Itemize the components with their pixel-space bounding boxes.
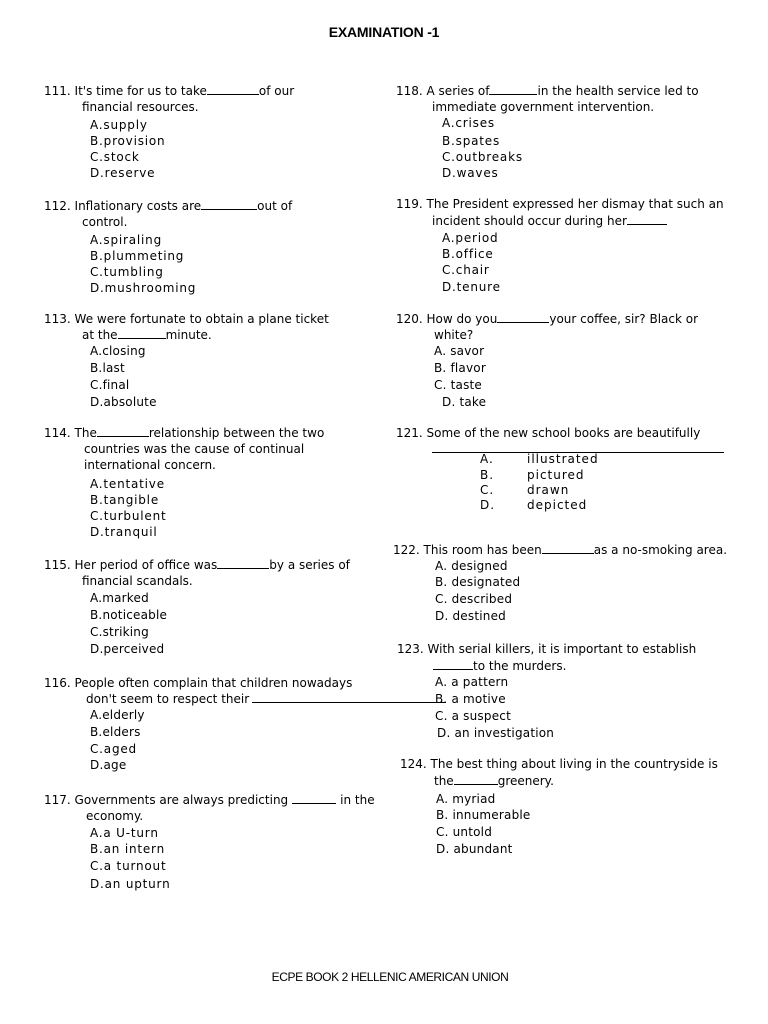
question-122	[393, 542, 727, 624]
stem-text: relationship between the two	[148, 426, 325, 440]
answer-blank	[454, 773, 498, 785]
question-117	[44, 792, 375, 892]
stem-text: 123. With serial killers, it is important to establish	[397, 642, 697, 656]
answer-blank	[627, 213, 667, 225]
option-d: D. abundant	[436, 842, 513, 856]
question-stem	[44, 425, 324, 441]
option-letter-b: B.	[480, 468, 495, 482]
stem-text: 120. How do you	[396, 312, 498, 326]
option-a: A. a pattern	[435, 675, 509, 689]
question-stem	[44, 557, 350, 573]
stem-text: countries was the cause of continual	[84, 442, 305, 456]
stem-text: immediate government intervention.	[432, 100, 655, 114]
option-d: D.absolute	[90, 395, 157, 409]
stem-text: greenery.	[497, 774, 554, 788]
option-d: D.perceived	[90, 642, 165, 656]
stem-text: the	[434, 774, 454, 788]
option-a: A.a U-turn	[90, 826, 159, 840]
option-d: D. destined	[435, 609, 506, 623]
option-c: C.turbulent	[90, 509, 167, 523]
option-a: A.crises	[442, 116, 495, 130]
stem-text: of our	[258, 84, 295, 98]
option-a: A. designed	[435, 559, 508, 573]
stem-text: 117. Governments are always predicting	[44, 793, 289, 807]
option-c: C.aged	[90, 742, 137, 756]
answer-blank	[542, 542, 594, 554]
option-a: A.supply	[90, 118, 148, 132]
answer-blank	[217, 557, 269, 569]
option-a: A.elderly	[90, 708, 145, 722]
answer-blank	[292, 792, 336, 804]
stem-text: at the	[82, 328, 118, 342]
stem-text: as a no-smoking area.	[593, 543, 728, 557]
stem-text: 115. Her period of office was	[44, 558, 218, 572]
question-112	[44, 198, 292, 296]
option-b: B. innumerable	[436, 808, 531, 822]
question-stem	[400, 773, 718, 789]
stem-text: in the health service led to	[537, 84, 699, 98]
answer-blank	[201, 198, 257, 210]
option-c: C. described	[435, 592, 513, 606]
option-b: B.tangible	[90, 493, 159, 507]
option-letter-d: D.	[480, 498, 496, 512]
question-114	[44, 425, 324, 540]
question-stem	[396, 311, 698, 327]
question-stem	[397, 658, 696, 674]
option-d: D.an upturn	[90, 877, 171, 891]
option-a: A.closing	[90, 344, 146, 358]
stem-text: 113. We were fortunate to obtain a plane ticket	[44, 312, 329, 326]
option-a: A.tentative	[90, 477, 165, 491]
stem-text: out of	[257, 199, 293, 213]
stem-text: 124. The best thing about living in the countryside is	[400, 757, 718, 771]
question-115	[44, 557, 350, 657]
stem-text: by a series of	[269, 558, 350, 572]
option-b: pictured	[527, 468, 585, 482]
option-c: C. a suspect	[435, 709, 511, 723]
option-c: C.stock	[90, 150, 140, 164]
stem-text: 114. The	[44, 426, 97, 440]
question-stem	[44, 83, 294, 99]
question-118	[396, 83, 699, 181]
stem-text: white?	[434, 328, 474, 342]
stem-text: financial scandals.	[82, 574, 193, 588]
option-b: B.last	[90, 361, 125, 375]
option-b: B.office	[442, 247, 494, 261]
option-c: C. taste	[434, 378, 483, 392]
option-d: D.tranquil	[90, 525, 158, 539]
stem-text: economy.	[86, 809, 144, 823]
option-letter-a: A.	[480, 452, 494, 466]
option-c: C.a turnout	[90, 859, 167, 873]
stem-text: 111. It's time for us to take	[44, 84, 207, 98]
question-123	[397, 641, 696, 741]
answer-blank	[489, 83, 537, 95]
question-119	[396, 196, 724, 295]
stem-text: incident should occur during her	[432, 214, 627, 228]
answer-blank	[118, 327, 166, 339]
stem-text: 118. A series of	[396, 84, 490, 98]
question-stem	[393, 542, 727, 558]
option-b: B.plummeting	[90, 249, 185, 263]
answer-blank	[97, 425, 149, 437]
option-c: C.outbreaks	[442, 150, 523, 164]
stem-text: to the murders.	[473, 659, 567, 673]
question-stem	[44, 198, 292, 214]
stem-text: financial resources.	[82, 100, 199, 114]
option-c: C.final	[90, 378, 130, 392]
option-a: A. myriad	[436, 792, 496, 806]
option-b: B. a motive	[435, 692, 506, 706]
question-stem	[44, 691, 446, 707]
page-title: EXAMINATION -1	[328, 24, 440, 40]
question-113	[44, 311, 329, 410]
question-stem	[396, 213, 724, 229]
stem-text: 119. The President expressed her dismay that such an	[396, 197, 724, 211]
option-b: B.noticeable	[90, 608, 168, 622]
option-c: C.chair	[442, 263, 490, 277]
option-d: D. take	[442, 395, 487, 409]
option-d: D.reserve	[90, 166, 156, 180]
option-d: D.mushrooming	[90, 281, 197, 295]
answer-blank	[433, 658, 473, 670]
question-111	[44, 83, 294, 181]
option-b: B.provision	[90, 134, 166, 148]
stem-text: 121. Some of the new school books are beautifully	[396, 426, 701, 440]
page-footer: ECPE BOOK 2 HELLENIC AMERICAN UNION	[271, 970, 509, 984]
option-b: B. designated	[435, 575, 521, 589]
stem-text: control.	[82, 215, 128, 229]
option-a: illustrated	[527, 452, 599, 466]
option-c: C.striking	[90, 625, 149, 639]
question-stem	[396, 83, 699, 99]
option-a: A.marked	[90, 591, 149, 605]
answer-blank	[207, 83, 259, 95]
option-a: A.period	[442, 231, 499, 245]
option-d: depicted	[527, 498, 588, 512]
stem-text: minute.	[165, 328, 212, 342]
question-120	[396, 311, 698, 410]
option-b: B.elders	[90, 725, 141, 739]
option-d: D.age	[90, 758, 127, 772]
question-stem	[44, 792, 375, 808]
option-b: B.spates	[442, 134, 501, 148]
option-a: A. savor	[434, 344, 485, 358]
answer-blank	[497, 311, 549, 323]
stem-text: don't seem to respect their	[86, 692, 250, 706]
option-b: B. flavor	[434, 361, 486, 375]
question-124	[400, 756, 718, 857]
stem-text: 112. Inflationary costs are	[44, 199, 202, 213]
question-116	[44, 675, 446, 773]
option-a: A.spiraling	[90, 233, 162, 247]
option-c: drawn	[527, 483, 570, 497]
stem-text: your coffee, sir? Black or	[549, 312, 699, 326]
stem-text: 116. People often complain that children nowadays	[44, 676, 353, 690]
stem-text: in the	[340, 793, 375, 807]
option-d: D. an investigation	[437, 726, 555, 740]
option-letter-c: C.	[480, 483, 495, 497]
option-c: C. untold	[436, 825, 493, 839]
stem-text: international concern.	[84, 458, 216, 472]
stem-text: 122. This room has been	[393, 543, 542, 557]
option-d: D.tenure	[442, 280, 501, 294]
question-stem	[44, 327, 329, 343]
option-d: D.waves	[442, 166, 499, 180]
option-c: C.tumbling	[90, 265, 164, 279]
option-b: B.an intern	[90, 842, 165, 856]
